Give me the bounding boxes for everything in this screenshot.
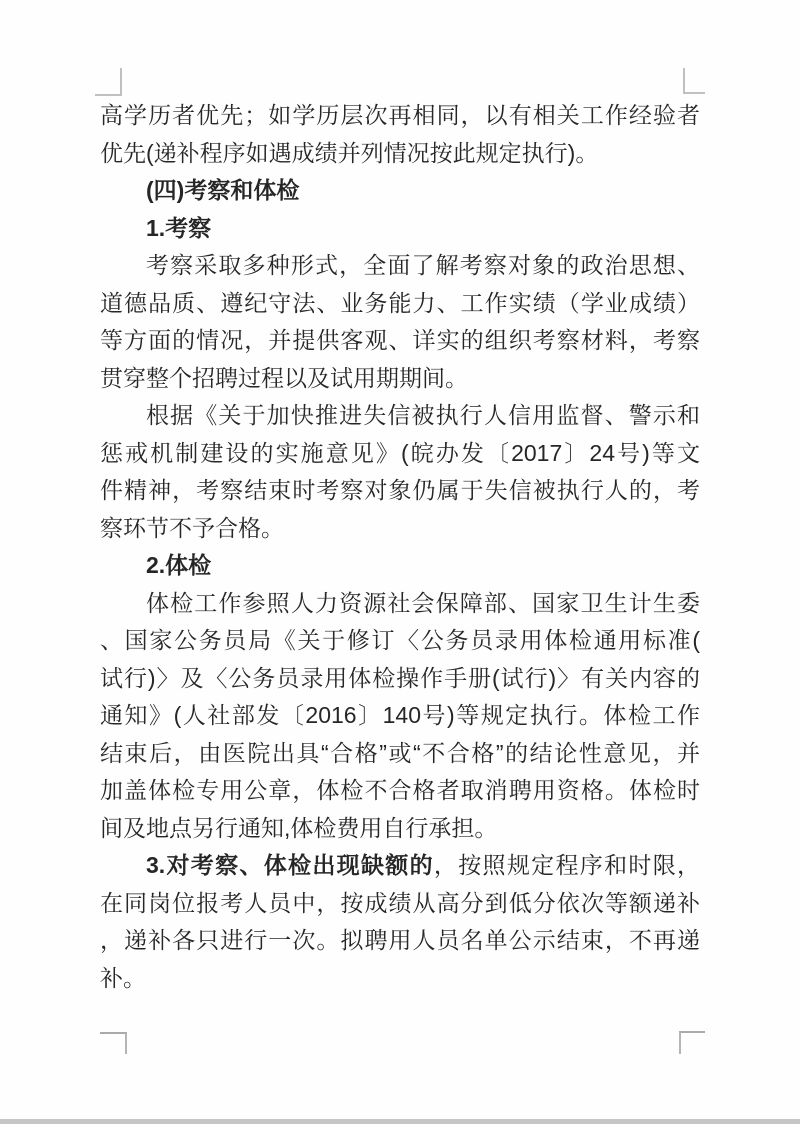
text-boundary-mark-top-right: [683, 68, 705, 94]
text-line: 、国家公务员局《关于修订〈公务员录用体检通用标准(: [100, 627, 700, 653]
text-line: 间及地点另行通知,体检费用自行承担。: [100, 814, 498, 841]
text-line: 惩戒机制建设的实施意见》(皖办发〔2017〕24号)等文: [100, 439, 700, 466]
heading-3-bold-part: 3.对考察、体检出现缺额的: [146, 852, 434, 878]
text-line: 体检工作参照人力资源社会保障部、国家卫生计生委: [146, 589, 700, 616]
text-line: 根据《关于加快推进失信被执行人信用监督、警示和: [146, 402, 700, 428]
text-line: 补。: [100, 964, 146, 991]
text-boundary-mark-bottom-right: [679, 1031, 705, 1054]
text-line: 高学历者优先；如学历层次再相同，以有相关工作经验者: [100, 102, 700, 128]
document-text: [100, 97, 700, 997]
text-line: 察环节不予合格。: [100, 514, 284, 541]
heading-1-inspection: 1.考察: [146, 214, 212, 241]
text-boundary-mark-bottom-left: [100, 1032, 127, 1054]
text-line: 加盖体检专用公章，体检不合格者取消聘用资格。体检时: [100, 777, 700, 803]
heading-3-rest-part: ，按照规定程序和时限，: [433, 852, 701, 878]
photo-bottom-edge: [0, 1119, 800, 1124]
text-boundary-mark-top-left: [95, 68, 122, 96]
text-line: 结束后，由医院出具“合格”或“不合格”的结论性意见，并: [100, 739, 700, 766]
text-line: 道德品质、遵纪守法、业务能力、工作实绩（学业成绩）: [100, 289, 700, 316]
text-line: ，递补各只进行一次。拟聘用人员名单公示结束，不再递: [100, 927, 700, 953]
text-line: 优先(递补程序如遇成绩并列情况按此规定执行)。: [100, 139, 599, 166]
text-line: 件精神，考察结束时考察对象仍属于失信被执行人的，考: [100, 477, 700, 503]
section-heading-4: (四)考察和体检: [146, 177, 300, 203]
heading-3-replacement-line: [100, 847, 700, 885]
heading-2-physical-exam: 2.体检: [146, 552, 212, 578]
text-line: 等方面的情况，并提供客观、详实的组织考察材料，考察: [100, 327, 700, 353]
text-line: 贯穿整个招聘过程以及试用期期间。: [100, 364, 468, 391]
text-line: 试行)〉及〈公务员录用体检操作手册(试行)〉有关内容的: [100, 664, 700, 691]
text-line: 在同岗位报考人员中，按成绩从高分到低分依次等额递补: [100, 889, 700, 916]
text-line: 考察采取多种形式，全面了解考察对象的政治思想、: [146, 252, 700, 278]
text-line: 通知》(人社部发〔2016〕140号)等规定执行。体检工作: [100, 702, 700, 728]
